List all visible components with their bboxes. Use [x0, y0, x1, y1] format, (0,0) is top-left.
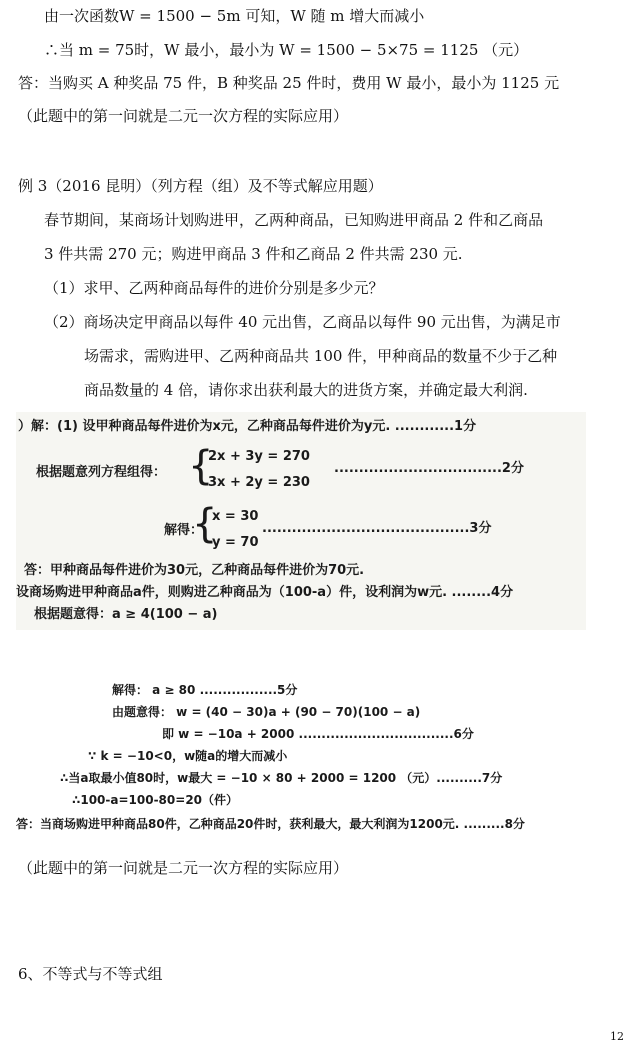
left-brace: { [192, 501, 218, 547]
score-3: ..........................................3分 [262, 521, 492, 536]
profit-simplified: 即 w = −10a + 2000 ..................................6分 [162, 727, 474, 741]
example-3-paragraph-2: 3 件共需 270 元；购进甲商品 3 件和乙商品 2 件共需 230 元. [44, 245, 463, 263]
question-1: （1）求甲、乙两种商品每件的进价分别是多少元？ [44, 279, 384, 297]
inequality-setup: 根据题意得：a ≥ 4(100 − a) [34, 607, 218, 622]
system-label: 根据题意列方程组得： [36, 465, 167, 480]
inequality-result: 解得： a ≥ 80 .................5分 [112, 683, 298, 697]
left-brace: { [188, 443, 214, 489]
profit-expression: 由题意得： w = (40 − 30)a + (90 − 70)(100 − a) [112, 705, 421, 719]
solution-step-1: ）解：(1) 设甲种商品每件进价为x元，乙种商品每件进价为y元. ............1分 [18, 419, 477, 434]
equation-1: 2x + 3y = 270 [208, 449, 310, 464]
solve-label: 解得： [164, 523, 204, 538]
derivation-line-1: 由一次函数W = 1500 − 5m 可知，W 随 m 增大而减小 [44, 7, 425, 25]
answer-line: 答：当购买 A 种奖品 75 件，B 种奖品 25 件时，费用 W 最小，最小为 1125 元 [18, 74, 560, 92]
example-3-title: 例 3（2016 昆明）（列方程（组）及不等式解应用题） [18, 177, 383, 195]
final-answer: 答：当商场购进甲种商品80件，乙种商品20件时，获利最大，最大利润为1200元. .........8分 [16, 817, 525, 831]
max-profit-calc: ∴当a取最小值80时，w最大 = −10 × 80 + 2000 = 1200 （元）..........7分 [60, 771, 503, 785]
solution-y: y = 70 [212, 535, 259, 550]
note-line-2: （此题中的第一问就是二元一次方程的实际应用） [18, 859, 349, 877]
equation-2: 3x + 2y = 230 [208, 475, 310, 490]
scanned-solution-part-1 [16, 412, 586, 630]
page-number: 12 [610, 1030, 624, 1043]
solution-step-4: 设商场购进甲种商品a件，则购进乙种商品为（100-a）件，设利润为w元. ........4分 [16, 585, 514, 600]
section-6-heading: 6、不等式与不等式组 [18, 965, 163, 983]
note-line-1: （此题中的第一问就是二元一次方程的实际应用） [18, 107, 349, 125]
question-2-line-3: 商品数量的 4 倍，请你求出获利最大的进货方案，并确定最大利润. [84, 381, 528, 399]
example-3-paragraph-1: 春节期间，某商场计划购进甲，乙两种商品，已知购进甲商品 2 件和乙商品 [44, 211, 544, 229]
question-2-line-2: 场需求，需购进甲、乙两种商品共 100 件，甲种商品的数量不少于乙种 [84, 347, 558, 365]
derivation-line-2: ∴当 m = 75时，W 最小，最小为 W = 1500 − 5×75 = 1125 （元） [44, 41, 529, 59]
solution-answer-1: 答：甲种商品每件进价为30元，乙种商品每件进价为70元. [24, 563, 365, 578]
slope-reasoning: ∵ k = −10<0，w随a的增大而减小 [88, 749, 288, 763]
scanned-solution-part-2 [16, 676, 640, 836]
score-2: ..................................2分 [334, 461, 524, 476]
count-b: ∴100-a=100-80=20（件） [72, 793, 239, 807]
solution-x: x = 30 [212, 509, 259, 524]
question-2-line-1: （2）商场决定甲商品以每件 40 元出售，乙商品以每件 90 元出售，为满足市 [44, 313, 561, 331]
